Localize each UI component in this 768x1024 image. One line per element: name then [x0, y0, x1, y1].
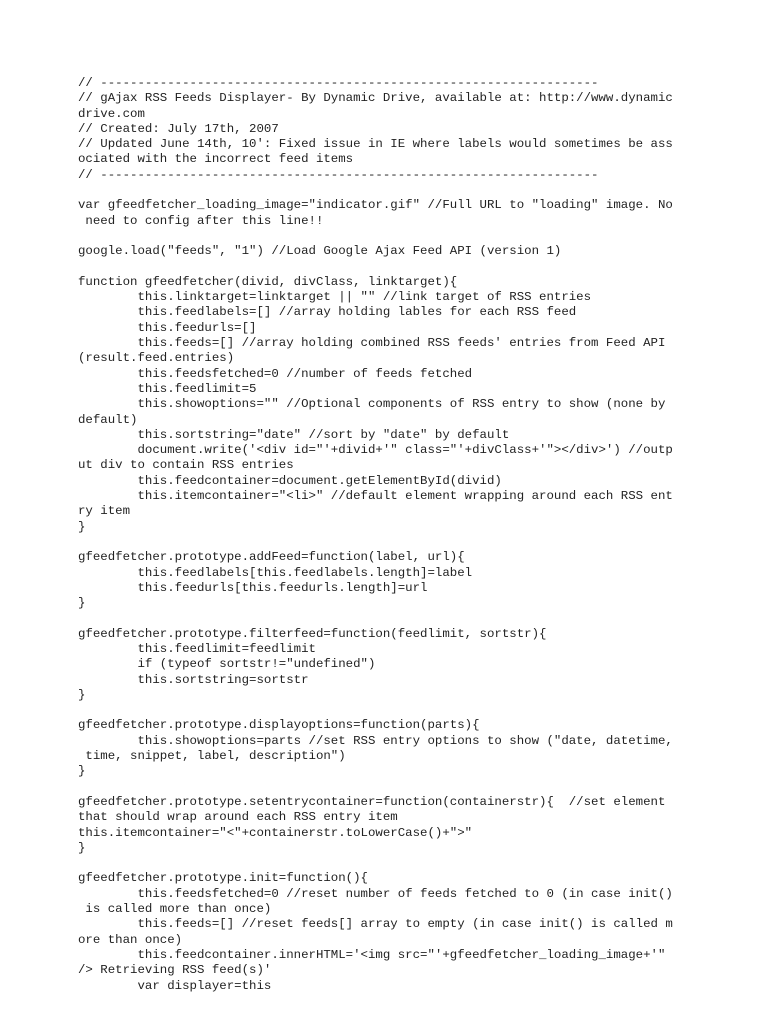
code-line	[78, 535, 698, 550]
code-line: function gfeedfetcher(divid, divClass, linktarget){	[78, 274, 458, 289]
code-line: gfeedfetcher.prototype.displayoptions=function(parts){	[78, 718, 480, 733]
code-line	[78, 703, 698, 718]
code-line: var displayer=this	[78, 978, 272, 993]
code-line: this.showoptions="" //Optional components of RSS entry to show (none by	[78, 397, 666, 412]
code-line: if (typeof sortstr!="undefined")	[78, 657, 376, 672]
code-line: // gAjax RSS Feeds Displayer- By Dynamic Drive, available at: http://www.dynamic	[78, 91, 673, 106]
code-line: this.feedurls=[]	[78, 320, 257, 335]
code-line	[78, 856, 698, 871]
code-line: google.load("feeds", "1") //Load Google Ajax Feed API (version 1)	[78, 244, 562, 259]
code-line: // -------------------------------------------------------------------	[78, 76, 599, 90]
code-line: ore than once)	[78, 932, 183, 947]
code-line: ry item	[78, 504, 131, 519]
code-line	[78, 229, 698, 244]
code-line: drive.com	[78, 106, 145, 121]
code-line: this.feeds=[] //reset feeds[] array to empty (in case init() is called m	[78, 917, 673, 932]
code-line: this.feedcontainer=document.getElementById(divid)	[78, 473, 502, 488]
code-listing	[78, 76, 698, 994]
code-line: var gfeedfetcher_loading_image="indicator.gif" //Full URL to "loading" image. No	[78, 198, 673, 213]
code-line: this.sortstring="date" //sort by "date" by default	[78, 427, 510, 442]
code-line	[78, 260, 698, 275]
code-line: time, snippet, label, description")	[78, 749, 346, 764]
code-line: }	[78, 687, 86, 702]
code-line: ut div to contain RSS entries	[78, 458, 294, 473]
code-line: }	[78, 519, 86, 534]
code-line: this.itemcontainer="<li>" //default element wrapping around each RSS ent	[78, 489, 673, 504]
code-line: document.write('<div id="'+divid+'" class="'+divClass+'"></div>') //outp	[78, 443, 673, 458]
code-line: gfeedfetcher.prototype.init=function(){	[78, 871, 368, 886]
code-line: this.showoptions=parts //set RSS entry options to show ("date, datetime,	[78, 733, 673, 748]
code-line: this.itemcontainer="<"+containerstr.toLowerCase()+">"	[78, 825, 473, 840]
code-line: need to config after this line!!	[78, 213, 324, 228]
code-line: this.feedsfetched=0 //reset number of feeds fetched to 0 (in case init()	[78, 886, 673, 901]
code-line: is called more than once)	[78, 902, 272, 917]
code-line	[78, 611, 698, 626]
code-line: that should wrap around each RSS entry item	[78, 810, 398, 825]
code-line: this.feedlabels=[] //array holding lables for each RSS feed	[78, 305, 577, 320]
code-line: this.linktarget=linktarget || "" //link target of RSS entries	[78, 290, 592, 305]
code-line: gfeedfetcher.prototype.addFeed=function(label, url){	[78, 550, 465, 565]
code-line: }	[78, 596, 86, 611]
code-line: gfeedfetcher.prototype.setentrycontainer=function(containerstr){ //set element	[78, 794, 666, 809]
code-line: // -------------------------------------------------------------------	[78, 167, 599, 182]
code-line: // Updated June 14th, 10': Fixed issue in IE where labels would sometimes be ass	[78, 137, 673, 152]
code-line: }	[78, 764, 86, 779]
code-line: this.feedurls[this.feedurls.length]=url	[78, 580, 428, 595]
code-line: this.sortstring=sortstr	[78, 672, 309, 687]
code-line: // Created: July 17th, 2007	[78, 121, 279, 136]
code-line: ociated with the incorrect feed items	[78, 152, 354, 167]
code-line: this.feedcontainer.innerHTML='<img src="'+gfeedfetcher_loading_image+'"	[78, 947, 666, 962]
code-line: /> Retrieving RSS feed(s)'	[78, 963, 272, 978]
code-line: (result.feed.entries)	[78, 351, 235, 366]
code-line: this.feedlimit=5	[78, 381, 257, 396]
code-line: this.feeds=[] //array holding combined RSS feeds' entries from Feed API	[78, 336, 666, 351]
code-line: this.feedlabels[this.feedlabels.length]=label	[78, 565, 473, 580]
code-line: default)	[78, 412, 138, 427]
code-line: this.feedsfetched=0 //number of feeds fetched	[78, 366, 473, 381]
code-line: gfeedfetcher.prototype.filterfeed=function(feedlimit, sortstr){	[78, 626, 547, 641]
code-line: }	[78, 840, 86, 855]
code-line	[78, 183, 698, 198]
code-line: this.feedlimit=feedlimit	[78, 641, 316, 656]
code-line	[78, 780, 698, 795]
